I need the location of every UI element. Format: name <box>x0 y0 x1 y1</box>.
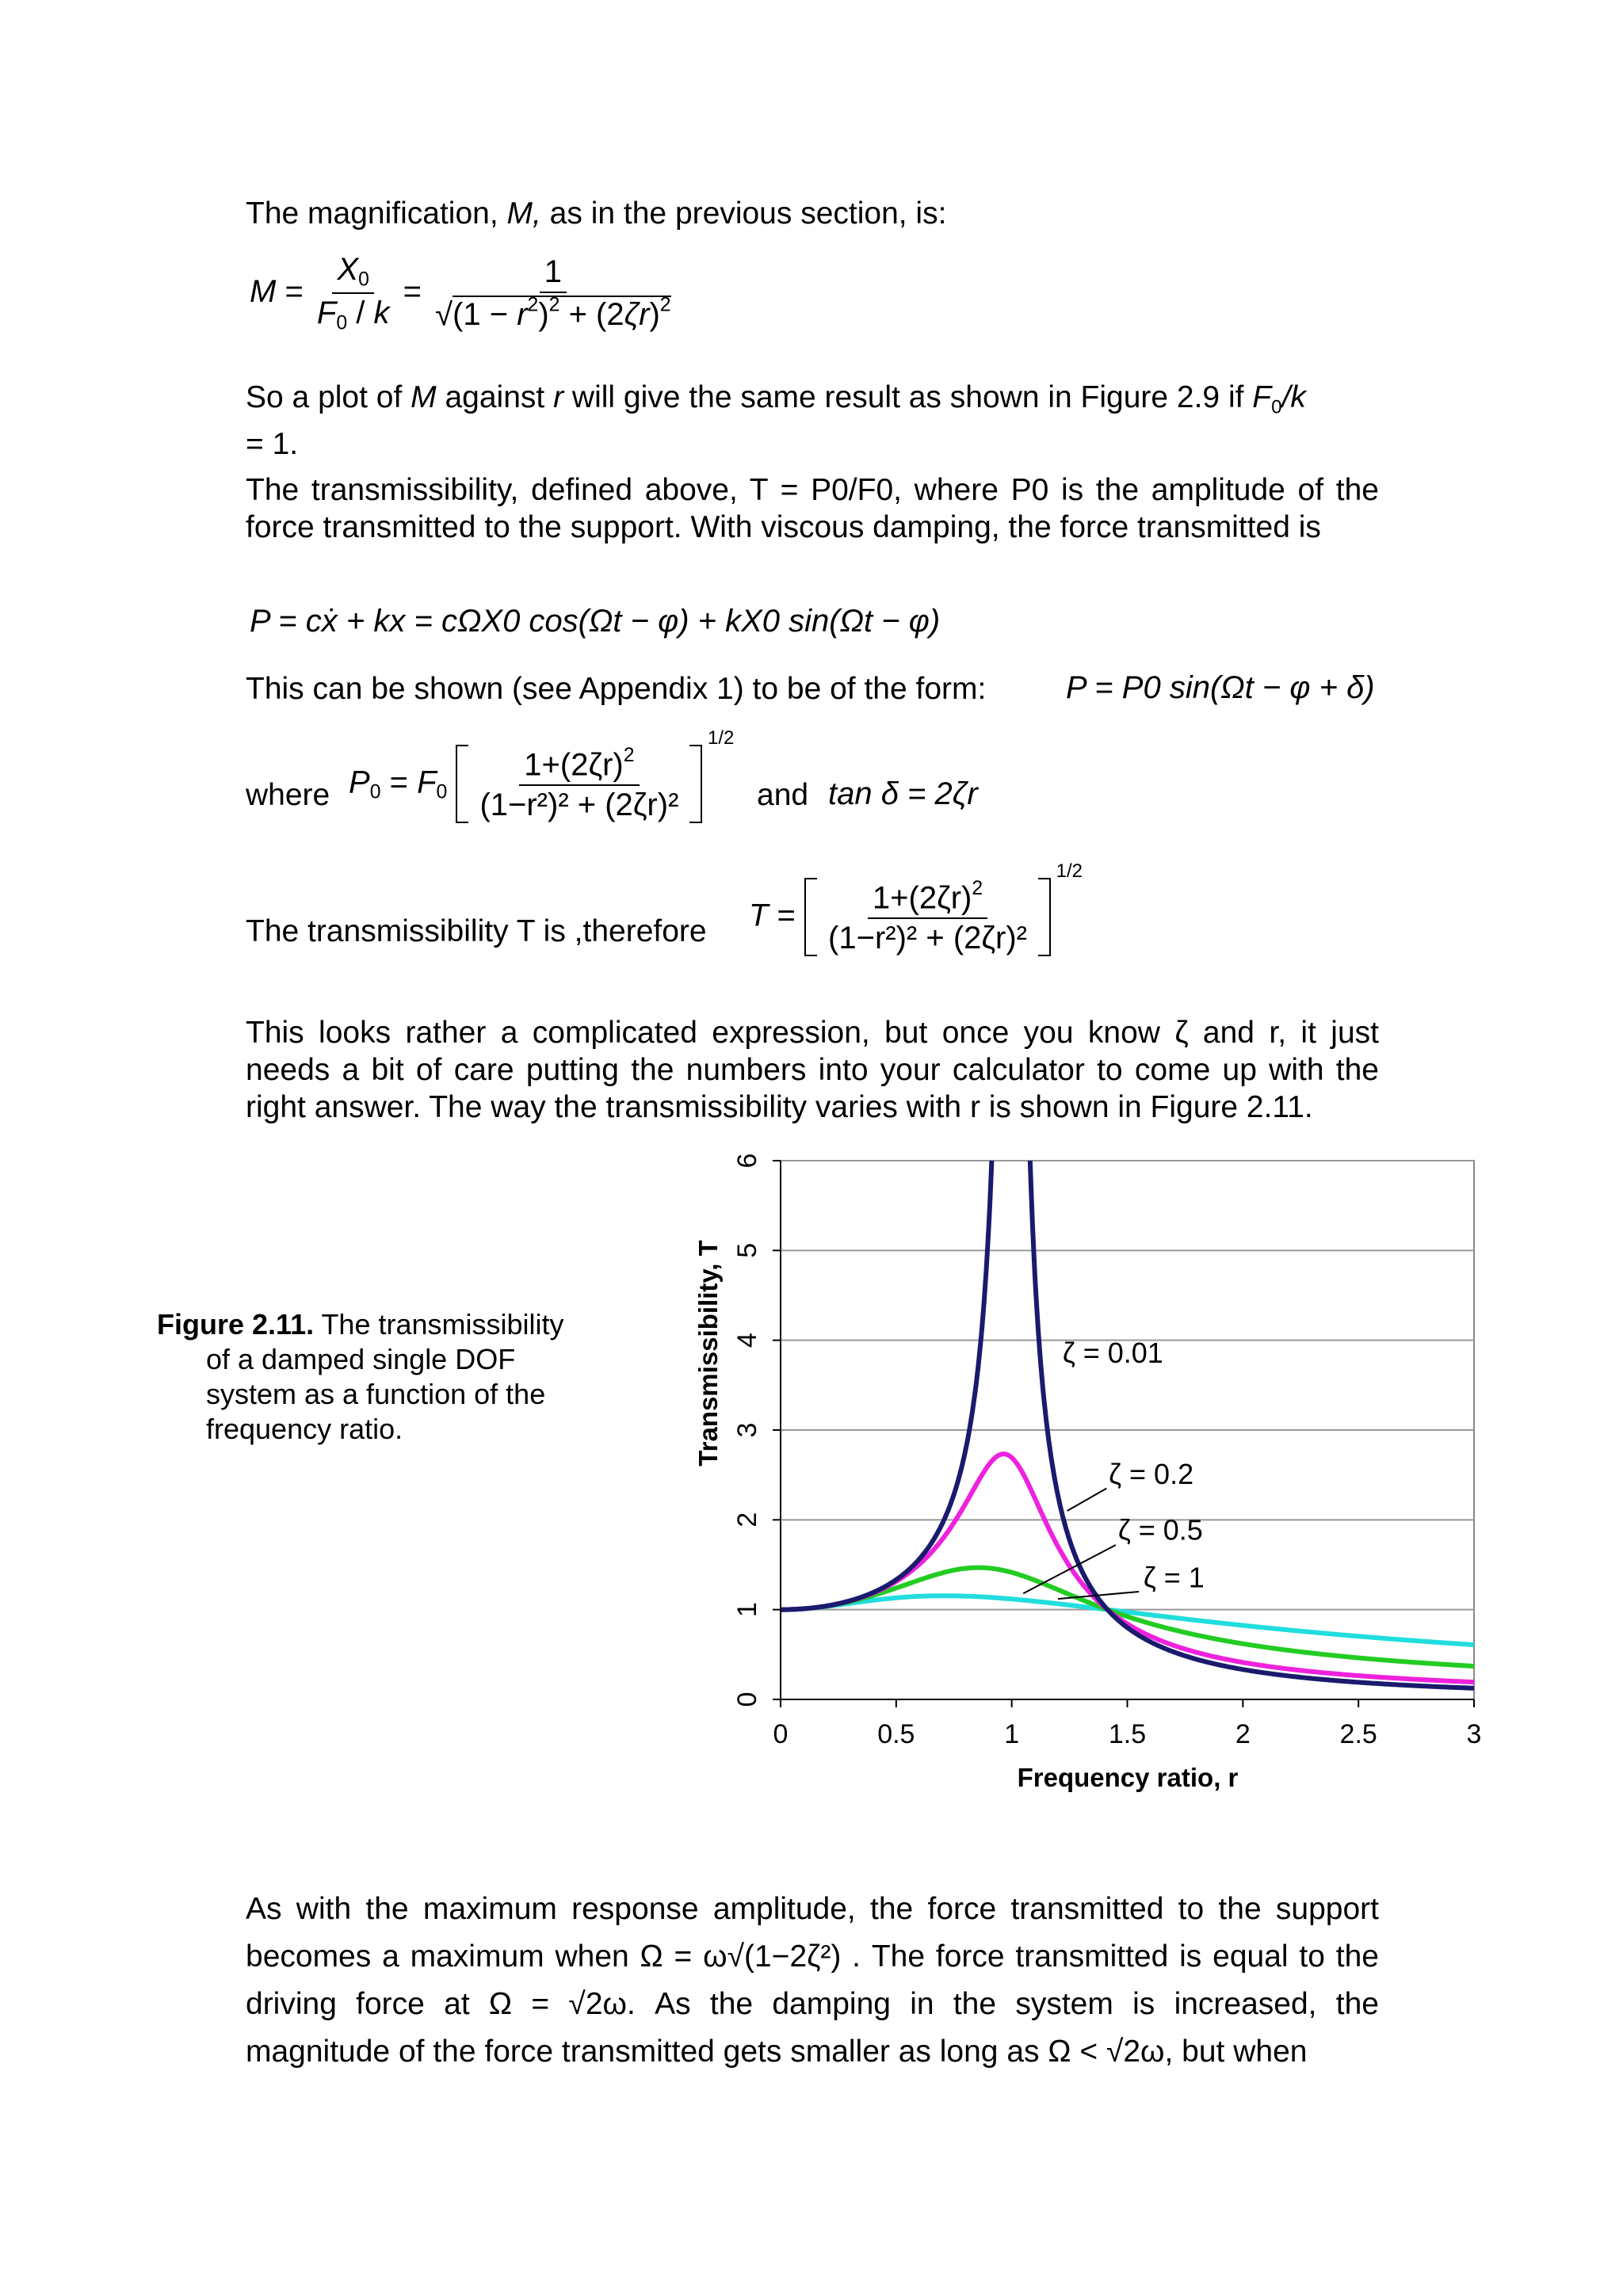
annotation-leader <box>1023 1545 1116 1593</box>
caption-line-3: system as a function of the <box>206 1378 546 1410</box>
x-tick-label: 1 <box>1004 1719 1020 1749</box>
amplitude-equation: $P_0 = F_0$ $\frac{1+(2\zeta r)^2}{\text{(1−r²)² + (2ζr)²}}$ 1/2 <box>349 727 735 823</box>
x-tick-label: 2.5 <box>1339 1719 1377 1749</box>
annotation-label: ζ = 1 <box>1143 1561 1205 1594</box>
intro-tail: as in the previous section, is: <box>540 196 947 231</box>
where-label: where <box>246 778 330 812</box>
caption-line-2: of a damped single DOF <box>206 1343 516 1375</box>
annotation-label: ζ = 0.2 <box>1109 1458 1194 1490</box>
magnification-equation: M = $\frac{X_0}{F_0 / k}$ = $\frac{1}{√(1 - r^2)^2 + (2\zeta r)^2}$ <box>250 252 671 334</box>
x-tick-label: 0 <box>773 1719 789 1749</box>
y-tick-label: 4 <box>731 1333 762 1348</box>
y-axis-label: Transmissibility, T <box>693 1240 723 1466</box>
annotation-label: ζ = 0.5 <box>1117 1513 1203 1547</box>
series-line-zeta-0-01 <box>781 1141 1474 1688</box>
caption-label: Figure 2.11. <box>157 1308 315 1341</box>
chart-series <box>781 1141 1474 1688</box>
series-line-zeta-1 <box>781 1596 1474 1645</box>
x-axis-label: Frequency ratio, r <box>1017 1763 1239 1792</box>
annotation-leader <box>1067 1489 1107 1511</box>
intro-paragraph <box>246 195 946 232</box>
form-paragraph: This can be shown (see Appendix 1) to be of the form: <box>246 672 987 706</box>
intro-lead: The magnification, <box>246 196 507 231</box>
plot-paragraph: So a plot of M against r will give the same result as shown in Figure 2.9 if $F_0/k$ = 1. <box>246 380 1306 462</box>
x-tick-label: 2 <box>1235 1719 1251 1749</box>
and-label: and <box>757 778 809 812</box>
transmissibility-chart <box>674 1141 1514 1814</box>
figure-caption <box>157 1307 609 1447</box>
force-equation: P = cẋ + kx = cΩX0 cos(Ωt − φ) + kX0 sin(Ωt − φ) <box>250 604 941 639</box>
x-tick-label: 0.5 <box>877 1719 915 1749</box>
x-tick-label: 3 <box>1466 1719 1482 1749</box>
transmissibility-equation: T = $\frac{1+(2\zeta r)^2}{\text{(1−r²)² + (2ζr)²}}$ 1/2 <box>749 860 1083 956</box>
y-tick-label: 6 <box>731 1153 762 1169</box>
caption-line-1: The transmissibility <box>314 1308 564 1341</box>
complicated-paragraph: This looks rather a complicated expression, but once you know ζ and r, it just needs a bit of care putting the numbers into your calculator to come up with the right answer. The way the transmissibility varies with r is shown in Figure 2.11. <box>246 1016 1379 1124</box>
y-tick-label: 5 <box>731 1242 762 1258</box>
x-tick-label: 1.5 <box>1108 1719 1147 1749</box>
final-paragraph: As with the maximum response amplitude, the force transmitted to the support becomes a maximum when Ω = ω√(1−2ζ²) . The force transmitted is equal to the driving force at Ω = √2ω. As the damping in the system is increased, the magnitude of the force transmitted gets smaller as long as Ω < √2ω, but when <box>246 1892 1379 2069</box>
tan-delta-equation: tan δ = 2ζr <box>828 776 978 811</box>
caption-line-4: frequency ratio. <box>206 1413 403 1445</box>
y-tick-label: 0 <box>731 1691 762 1707</box>
therefore-paragraph: The transmissibility T is ,therefore <box>246 914 707 948</box>
series-line-zeta-0-5 <box>781 1568 1474 1667</box>
form-equation: P = P0 sin(Ωt − φ + δ) <box>1066 670 1375 705</box>
y-tick-label: 2 <box>731 1512 762 1527</box>
y-tick-label: 1 <box>731 1602 762 1618</box>
annotation-label: ζ = 0.01 <box>1062 1337 1163 1369</box>
intro-var: M, <box>506 196 541 231</box>
transmissibility-paragraph: The transmissibility, defined above, T = P0/F0, where P0 is the amplitude of the force transmitted to the support. With viscous damping, the force transmitted is <box>246 473 1379 544</box>
y-tick-label: 3 <box>731 1422 762 1438</box>
